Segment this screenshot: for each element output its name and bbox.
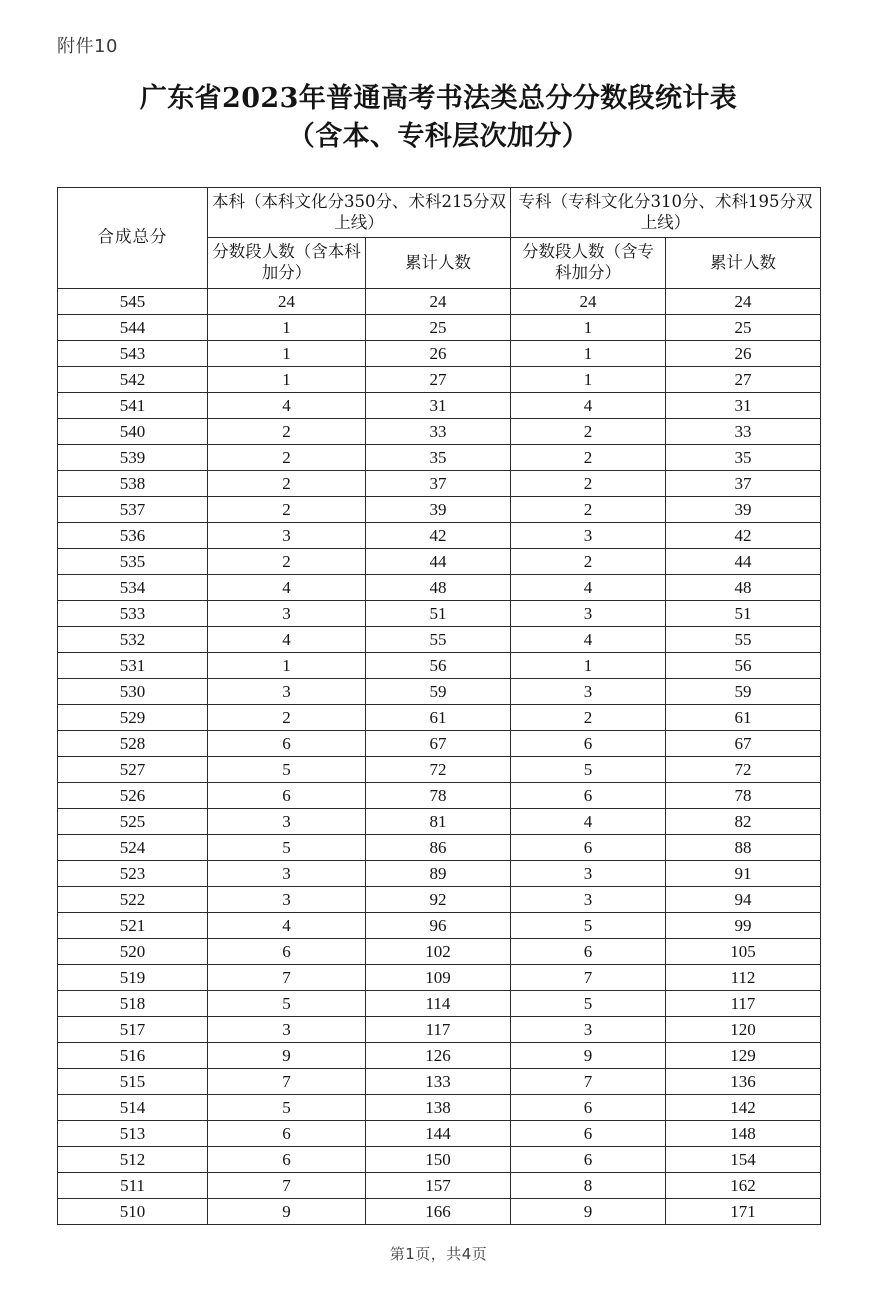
cell-total-score: 545 xyxy=(58,288,208,314)
cell-undergraduate-cumulative: 114 xyxy=(366,990,511,1016)
table-row xyxy=(58,1172,821,1198)
cell-vocational-cumulative: 25 xyxy=(666,314,821,340)
cell-vocational-segment: 2 xyxy=(511,470,666,496)
table-row xyxy=(58,1120,821,1146)
cell-undergraduate-segment: 5 xyxy=(208,1094,366,1120)
cell-total-score: 543 xyxy=(58,340,208,366)
cell-total-score: 540 xyxy=(58,418,208,444)
cell-undergraduate-cumulative: 89 xyxy=(366,860,511,886)
cell-total-score: 539 xyxy=(58,444,208,470)
cell-undergraduate-segment: 6 xyxy=(208,938,366,964)
cell-vocational-segment: 3 xyxy=(511,860,666,886)
cell-total-score: 510 xyxy=(58,1198,208,1224)
cell-undergraduate-segment: 3 xyxy=(208,860,366,886)
table-row xyxy=(58,912,821,938)
cell-vocational-cumulative: 37 xyxy=(666,470,821,496)
cell-undergraduate-cumulative: 31 xyxy=(366,392,511,418)
cell-undergraduate-segment: 3 xyxy=(208,808,366,834)
cell-vocational-segment: 7 xyxy=(511,964,666,990)
cell-vocational-segment: 6 xyxy=(511,834,666,860)
cell-vocational-segment: 6 xyxy=(511,1120,666,1146)
cell-vocational-cumulative: 67 xyxy=(666,730,821,756)
table-row xyxy=(58,860,821,886)
cell-vocational-segment: 6 xyxy=(511,938,666,964)
table-row xyxy=(58,366,821,392)
cell-vocational-segment: 1 xyxy=(511,340,666,366)
table-row xyxy=(58,938,821,964)
cell-undergraduate-segment: 7 xyxy=(208,1172,366,1198)
table-row xyxy=(58,990,821,1016)
cell-undergraduate-cumulative: 96 xyxy=(366,912,511,938)
cell-vocational-cumulative: 26 xyxy=(666,340,821,366)
cell-undergraduate-cumulative: 42 xyxy=(366,522,511,548)
cell-undergraduate-segment: 24 xyxy=(208,288,366,314)
page-title: 广东省2023年普通高考书法类总分分数段统计表 xyxy=(139,83,738,114)
table-row xyxy=(58,626,821,652)
cell-vocational-cumulative: 112 xyxy=(666,964,821,990)
table-row xyxy=(58,314,821,340)
cell-vocational-segment: 2 xyxy=(511,444,666,470)
cell-vocational-cumulative: 27 xyxy=(666,366,821,392)
cell-vocational-segment: 1 xyxy=(511,314,666,340)
cell-undergraduate-segment: 5 xyxy=(208,990,366,1016)
cell-vocational-cumulative: 105 xyxy=(666,938,821,964)
cell-undergraduate-cumulative: 39 xyxy=(366,496,511,522)
cell-undergraduate-cumulative: 67 xyxy=(366,730,511,756)
page-subtitle: （含本、专科层次加分） xyxy=(287,120,590,152)
cell-vocational-segment: 3 xyxy=(511,1016,666,1042)
cell-undergraduate-cumulative: 109 xyxy=(366,964,511,990)
cell-undergraduate-segment: 3 xyxy=(208,600,366,626)
cell-vocational-segment: 6 xyxy=(511,782,666,808)
cell-vocational-cumulative: 44 xyxy=(666,548,821,574)
cell-vocational-cumulative: 142 xyxy=(666,1094,821,1120)
cell-undergraduate-cumulative: 27 xyxy=(366,366,511,392)
cell-vocational-segment: 5 xyxy=(511,756,666,782)
table-row xyxy=(58,678,821,704)
title-block xyxy=(0,82,877,154)
cell-undergraduate-cumulative: 102 xyxy=(366,938,511,964)
cell-vocational-segment: 1 xyxy=(511,652,666,678)
cell-vocational-segment: 9 xyxy=(511,1198,666,1224)
cell-undergraduate-cumulative: 26 xyxy=(366,340,511,366)
cell-vocational-segment: 6 xyxy=(511,1146,666,1172)
cell-vocational-cumulative: 171 xyxy=(666,1198,821,1224)
cell-vocational-segment: 6 xyxy=(511,1094,666,1120)
table-header xyxy=(58,188,821,289)
cell-vocational-segment: 2 xyxy=(511,418,666,444)
cell-vocational-cumulative: 88 xyxy=(666,834,821,860)
cell-total-score: 537 xyxy=(58,496,208,522)
cell-undergraduate-cumulative: 166 xyxy=(366,1198,511,1224)
cell-vocational-cumulative: 91 xyxy=(666,860,821,886)
cell-undergraduate-cumulative: 24 xyxy=(366,288,511,314)
cell-total-score: 512 xyxy=(58,1146,208,1172)
cell-undergraduate-cumulative: 37 xyxy=(366,470,511,496)
cell-undergraduate-segment: 4 xyxy=(208,392,366,418)
cell-total-score: 520 xyxy=(58,938,208,964)
cell-undergraduate-segment: 4 xyxy=(208,912,366,938)
cell-total-score: 532 xyxy=(58,626,208,652)
cell-undergraduate-cumulative: 25 xyxy=(366,314,511,340)
cell-vocational-segment: 3 xyxy=(511,886,666,912)
table-row xyxy=(58,288,821,314)
cell-vocational-cumulative: 129 xyxy=(666,1042,821,1068)
cell-undergraduate-segment: 2 xyxy=(208,704,366,730)
cell-vocational-cumulative: 59 xyxy=(666,678,821,704)
cell-undergraduate-cumulative: 56 xyxy=(366,652,511,678)
cell-total-score: 538 xyxy=(58,470,208,496)
cell-total-score: 519 xyxy=(58,964,208,990)
cell-total-score: 523 xyxy=(58,860,208,886)
table-row xyxy=(58,756,821,782)
cell-undergraduate-segment: 1 xyxy=(208,366,366,392)
cell-vocational-segment: 3 xyxy=(511,678,666,704)
cell-undergraduate-cumulative: 81 xyxy=(366,808,511,834)
cell-total-score: 534 xyxy=(58,574,208,600)
attachment-label: 附件10 xyxy=(57,36,118,57)
cell-undergraduate-cumulative: 157 xyxy=(366,1172,511,1198)
cell-total-score: 544 xyxy=(58,314,208,340)
column-header-group-undergraduate: 本科（本科文化分350分、术科215分双上线） xyxy=(208,188,511,238)
cell-vocational-segment: 1 xyxy=(511,366,666,392)
cell-undergraduate-segment: 6 xyxy=(208,1120,366,1146)
cell-total-score: 513 xyxy=(58,1120,208,1146)
cell-undergraduate-segment: 2 xyxy=(208,496,366,522)
cell-total-score: 526 xyxy=(58,782,208,808)
cell-total-score: 542 xyxy=(58,366,208,392)
cell-undergraduate-segment: 3 xyxy=(208,1016,366,1042)
table-row xyxy=(58,522,821,548)
table-row xyxy=(58,600,821,626)
table-row xyxy=(58,1198,821,1224)
table-row xyxy=(58,444,821,470)
cell-vocational-cumulative: 33 xyxy=(666,418,821,444)
cell-vocational-cumulative: 117 xyxy=(666,990,821,1016)
cell-vocational-cumulative: 162 xyxy=(666,1172,821,1198)
table-row xyxy=(58,1068,821,1094)
cell-total-score: 521 xyxy=(58,912,208,938)
cell-total-score: 522 xyxy=(58,886,208,912)
cell-total-score: 541 xyxy=(58,392,208,418)
cell-vocational-segment: 5 xyxy=(511,990,666,1016)
cell-undergraduate-segment: 7 xyxy=(208,964,366,990)
cell-vocational-segment: 3 xyxy=(511,522,666,548)
table-row xyxy=(58,652,821,678)
cell-undergraduate-segment: 2 xyxy=(208,548,366,574)
cell-vocational-segment: 5 xyxy=(511,912,666,938)
table-row xyxy=(58,574,821,600)
cell-vocational-cumulative: 35 xyxy=(666,444,821,470)
cell-total-score: 535 xyxy=(58,548,208,574)
table-row xyxy=(58,470,821,496)
cell-undergraduate-cumulative: 44 xyxy=(366,548,511,574)
table-row xyxy=(58,782,821,808)
cell-vocational-segment: 7 xyxy=(511,1068,666,1094)
column-header-total-score: 合成总分 xyxy=(58,188,208,289)
column-header-vocational-cumulative: 累计人数 xyxy=(666,238,821,288)
cell-vocational-segment: 2 xyxy=(511,548,666,574)
cell-vocational-segment: 6 xyxy=(511,730,666,756)
cell-vocational-cumulative: 56 xyxy=(666,652,821,678)
table-row xyxy=(58,548,821,574)
column-header-undergraduate-cumulative: 累计人数 xyxy=(366,238,511,288)
cell-vocational-cumulative: 55 xyxy=(666,626,821,652)
cell-vocational-cumulative: 136 xyxy=(666,1068,821,1094)
cell-vocational-cumulative: 94 xyxy=(666,886,821,912)
cell-vocational-segment: 8 xyxy=(511,1172,666,1198)
cell-vocational-cumulative: 39 xyxy=(666,496,821,522)
cell-undergraduate-segment: 1 xyxy=(208,314,366,340)
cell-undergraduate-cumulative: 61 xyxy=(366,704,511,730)
cell-undergraduate-segment: 7 xyxy=(208,1068,366,1094)
cell-undergraduate-segment: 6 xyxy=(208,1146,366,1172)
cell-vocational-cumulative: 72 xyxy=(666,756,821,782)
cell-vocational-cumulative: 148 xyxy=(666,1120,821,1146)
cell-total-score: 515 xyxy=(58,1068,208,1094)
cell-vocational-cumulative: 24 xyxy=(666,288,821,314)
table-row xyxy=(58,1042,821,1068)
table-row xyxy=(58,704,821,730)
cell-vocational-cumulative: 61 xyxy=(666,704,821,730)
score-distribution-table-wrapper xyxy=(57,187,820,1225)
table-row xyxy=(58,496,821,522)
cell-vocational-cumulative: 82 xyxy=(666,808,821,834)
cell-undergraduate-cumulative: 126 xyxy=(366,1042,511,1068)
cell-total-score: 536 xyxy=(58,522,208,548)
table-row xyxy=(58,1094,821,1120)
cell-undergraduate-cumulative: 144 xyxy=(366,1120,511,1146)
cell-undergraduate-segment: 5 xyxy=(208,756,366,782)
cell-total-score: 516 xyxy=(58,1042,208,1068)
cell-undergraduate-segment: 9 xyxy=(208,1198,366,1224)
cell-vocational-segment: 9 xyxy=(511,1042,666,1068)
cell-undergraduate-segment: 4 xyxy=(208,626,366,652)
cell-vocational-cumulative: 154 xyxy=(666,1146,821,1172)
cell-undergraduate-cumulative: 59 xyxy=(366,678,511,704)
cell-vocational-cumulative: 31 xyxy=(666,392,821,418)
cell-undergraduate-segment: 3 xyxy=(208,522,366,548)
cell-undergraduate-segment: 2 xyxy=(208,444,366,470)
column-header-vocational-segment: 分数段人数（含专科加分） xyxy=(511,238,666,288)
cell-total-score: 518 xyxy=(58,990,208,1016)
table-row xyxy=(58,964,821,990)
cell-undergraduate-segment: 2 xyxy=(208,470,366,496)
cell-undergraduate-segment: 1 xyxy=(208,652,366,678)
cell-undergraduate-cumulative: 33 xyxy=(366,418,511,444)
cell-total-score: 525 xyxy=(58,808,208,834)
cell-vocational-cumulative: 51 xyxy=(666,600,821,626)
cell-undergraduate-cumulative: 138 xyxy=(366,1094,511,1120)
table-row xyxy=(58,834,821,860)
cell-undergraduate-segment: 6 xyxy=(208,730,366,756)
cell-undergraduate-cumulative: 92 xyxy=(366,886,511,912)
table-row xyxy=(58,340,821,366)
cell-undergraduate-segment: 9 xyxy=(208,1042,366,1068)
cell-undergraduate-segment: 6 xyxy=(208,782,366,808)
cell-total-score: 533 xyxy=(58,600,208,626)
cell-total-score: 530 xyxy=(58,678,208,704)
cell-vocational-segment: 2 xyxy=(511,496,666,522)
cell-undergraduate-segment: 5 xyxy=(208,834,366,860)
cell-total-score: 517 xyxy=(58,1016,208,1042)
table-row xyxy=(58,418,821,444)
column-header-group-vocational: 专科（专科文化分310分、术科195分双上线） xyxy=(511,188,821,238)
cell-undergraduate-cumulative: 35 xyxy=(366,444,511,470)
table-row xyxy=(58,808,821,834)
cell-undergraduate-cumulative: 117 xyxy=(366,1016,511,1042)
cell-vocational-segment: 3 xyxy=(511,600,666,626)
cell-vocational-segment: 24 xyxy=(511,288,666,314)
cell-undergraduate-cumulative: 72 xyxy=(366,756,511,782)
cell-total-score: 524 xyxy=(58,834,208,860)
cell-total-score: 529 xyxy=(58,704,208,730)
table-row xyxy=(58,1016,821,1042)
table-header-row-groups xyxy=(58,188,821,238)
table-row xyxy=(58,886,821,912)
cell-undergraduate-segment: 3 xyxy=(208,678,366,704)
column-header-undergraduate-segment: 分数段人数（含本科加分） xyxy=(208,238,366,288)
cell-undergraduate-cumulative: 78 xyxy=(366,782,511,808)
table-row xyxy=(58,730,821,756)
cell-undergraduate-segment: 4 xyxy=(208,574,366,600)
cell-vocational-segment: 4 xyxy=(511,392,666,418)
cell-vocational-cumulative: 42 xyxy=(666,522,821,548)
cell-undergraduate-cumulative: 48 xyxy=(366,574,511,600)
cell-total-score: 527 xyxy=(58,756,208,782)
cell-undergraduate-cumulative: 51 xyxy=(366,600,511,626)
cell-undergraduate-segment: 1 xyxy=(208,340,366,366)
table-row xyxy=(58,392,821,418)
cell-undergraduate-cumulative: 133 xyxy=(366,1068,511,1094)
cell-vocational-cumulative: 48 xyxy=(666,574,821,600)
score-distribution-table xyxy=(57,187,821,1225)
cell-undergraduate-cumulative: 55 xyxy=(366,626,511,652)
cell-vocational-segment: 4 xyxy=(511,808,666,834)
cell-undergraduate-segment: 3 xyxy=(208,886,366,912)
cell-vocational-cumulative: 99 xyxy=(666,912,821,938)
page-footer: 第1页，共4页 xyxy=(389,1245,488,1263)
table-row xyxy=(58,1146,821,1172)
cell-total-score: 531 xyxy=(58,652,208,678)
cell-total-score: 528 xyxy=(58,730,208,756)
table-body xyxy=(58,288,821,1224)
cell-vocational-segment: 2 xyxy=(511,704,666,730)
cell-undergraduate-cumulative: 150 xyxy=(366,1146,511,1172)
cell-undergraduate-cumulative: 86 xyxy=(366,834,511,860)
cell-vocational-segment: 4 xyxy=(511,626,666,652)
cell-vocational-cumulative: 78 xyxy=(666,782,821,808)
cell-undergraduate-segment: 2 xyxy=(208,418,366,444)
cell-vocational-cumulative: 120 xyxy=(666,1016,821,1042)
cell-total-score: 514 xyxy=(58,1094,208,1120)
cell-vocational-segment: 4 xyxy=(511,574,666,600)
cell-total-score: 511 xyxy=(58,1172,208,1198)
